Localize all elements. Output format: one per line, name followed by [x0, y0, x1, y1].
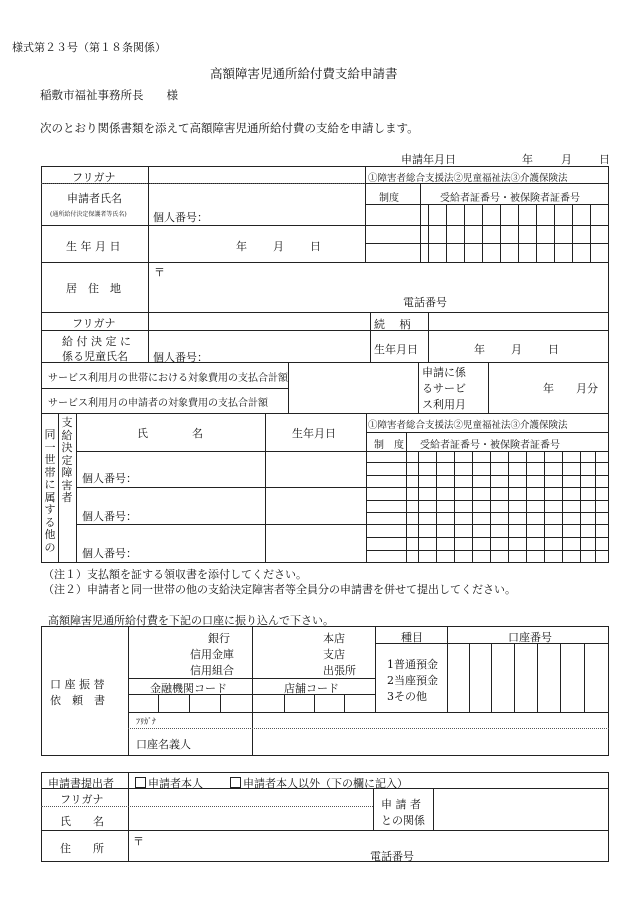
applicant-name-note: (通所給付決定保護者等氏名) [50, 211, 127, 218]
applicant-birth-label: 生 年 月 日 [66, 240, 121, 253]
child-birth-day: 日 [548, 343, 559, 356]
bank-type-kumiai: 信用組合 [190, 664, 234, 677]
service-applicant-total-label: サービス利用月の申請者の対象費用の支払合計額 [48, 398, 268, 409]
household-law-header: ①障害者総合支援法②児童福祉法③介護保険法 [368, 420, 568, 431]
child-birth-label: 生年月日 [374, 343, 418, 356]
branch-type-main: 本店 [323, 632, 345, 645]
household-member-3-kojin: 個人番号： [82, 547, 137, 560]
account-type-3: 3その他 [387, 690, 427, 703]
account-holder-kana-label: ﾌﾘｶﾞﾅ [136, 717, 156, 726]
child-birth-year: 年 [474, 343, 485, 356]
applicant-phone-label: 電話番号 [403, 296, 447, 309]
branch-type-branch: 支店 [323, 648, 345, 661]
application-date-month: 月 [561, 153, 572, 166]
child-label-line2: 係る児童氏名 [62, 350, 128, 363]
submitter-option-self-label: 申請者本人 [148, 777, 203, 790]
submitter-relation-line2: との関係 [381, 814, 425, 827]
branch-type-office: 出張所 [323, 664, 356, 677]
household-cert-label: 受給者証番号・被保険者証番号 [420, 440, 560, 451]
submitter-postal-mark: 〒 [133, 835, 144, 848]
bank-type-bank: 銀行 [208, 632, 230, 645]
applicant-name-label: 申請者氏名 [67, 192, 122, 205]
child-label-line1: 給 付 決 定 に [62, 335, 131, 348]
service-household-total-label: サービス利用月の世帯における対象費用の支払合計額 [48, 373, 288, 384]
service-month-label-3: ス利用月 [422, 398, 466, 411]
bank-intro: 高額障害児通所給付費を下記の口座に振り込んで下さい。 [48, 614, 334, 627]
checkbox-other[interactable] [230, 777, 241, 788]
submitter-name-label: 氏 名 [60, 815, 104, 828]
checkbox-self[interactable] [135, 777, 146, 788]
applicant-address-label: 居 住 地 [66, 282, 121, 295]
form-number: 様式第２３号（第１８条関係） [12, 41, 166, 54]
branch-code-label: 店舗コード [284, 682, 339, 695]
service-month-value: 年 月分 [543, 382, 598, 395]
household-birth-header: 生年月日 [292, 427, 336, 440]
submitter-option-other[interactable] [230, 775, 408, 791]
household-seido-label: 制 度 [374, 440, 404, 451]
note-2: （注２）申請者と同一世帯の他の支給決定障害者等全員分の申請書を併せて提出してください。 [43, 583, 516, 596]
page-title: 高額障害児通所給付費支給申請書 [210, 66, 398, 81]
bank-code-label: 金融機関コード [150, 682, 227, 695]
intro-text: 次のとおり関係書類を添えて高額障害児通所給付費の支給を申請します。 [40, 121, 419, 135]
household-member-1-kojin: 個人番号： [82, 472, 137, 485]
applicant-birth-day: 日 [310, 240, 321, 253]
child-relation-label: 続 柄 [374, 318, 411, 331]
applicant-seido-label: 制度 [379, 193, 399, 204]
submitter-phone-label: 電話番号 [370, 850, 414, 863]
submitter-furigana-label: フリガナ [60, 793, 104, 806]
household-member-2-kojin: 個人番号： [82, 510, 137, 523]
applicant-kojin-label: 個人番号： [153, 211, 208, 224]
child-kojin-label: 個人番号： [153, 351, 208, 364]
submitter-relation-line1: 申 請 者 [381, 798, 421, 811]
applicant-law-header: ①障害者総合支援法②児童福祉法③介護保険法 [368, 173, 568, 184]
bank-label-line1: 口 座 振 替 [50, 678, 105, 691]
applicant-birth-year: 年 [236, 240, 247, 253]
submitter-option-self[interactable] [135, 775, 203, 791]
child-birth-month: 月 [511, 343, 522, 356]
submitter-option-other-label: 申請者本人以外（下の欄に記入） [243, 777, 408, 790]
account-number-header: 口座番号 [508, 631, 552, 644]
applicant-furigana-label: フリガナ [72, 171, 116, 184]
applicant-cert-label: 受給者証番号・被保険者証番号 [440, 193, 580, 204]
household-name-header: 氏 名 [137, 427, 203, 440]
applicant-birth-month: 月 [273, 240, 284, 253]
bank-type-shinkin: 信用金庫 [190, 648, 234, 661]
service-month-label-1: 申請に係 [422, 366, 466, 379]
submitter-address-label: 住 所 [60, 842, 104, 855]
account-type-1: 1普通預金 [387, 658, 438, 671]
note-1: （注１）支払額を証する領収書を添付してください。 [43, 568, 307, 581]
account-type-2: 2当座預金 [387, 674, 438, 687]
applicant-postal-mark: 〒 [154, 266, 165, 279]
household-side-label: 同一世帯に属する他の [44, 428, 56, 554]
addressee: 稲敷市福祉事務所長 様 [40, 88, 178, 102]
submitter-label: 申請書提出者 [48, 777, 114, 790]
application-date-year: 年 [522, 153, 533, 166]
household-side-label-2: 支給決定障害者 [61, 416, 73, 504]
application-date-label: 申請年月日 [401, 153, 456, 166]
bank-label-line2: 依 頼 書 [50, 694, 105, 707]
application-date-day: 日 [599, 153, 610, 166]
account-type-header: 種目 [401, 631, 423, 644]
child-furigana-label: フリガナ [72, 317, 116, 330]
service-month-label-2: るサービ [422, 382, 466, 395]
account-holder-label: 口座名義人 [136, 738, 191, 751]
